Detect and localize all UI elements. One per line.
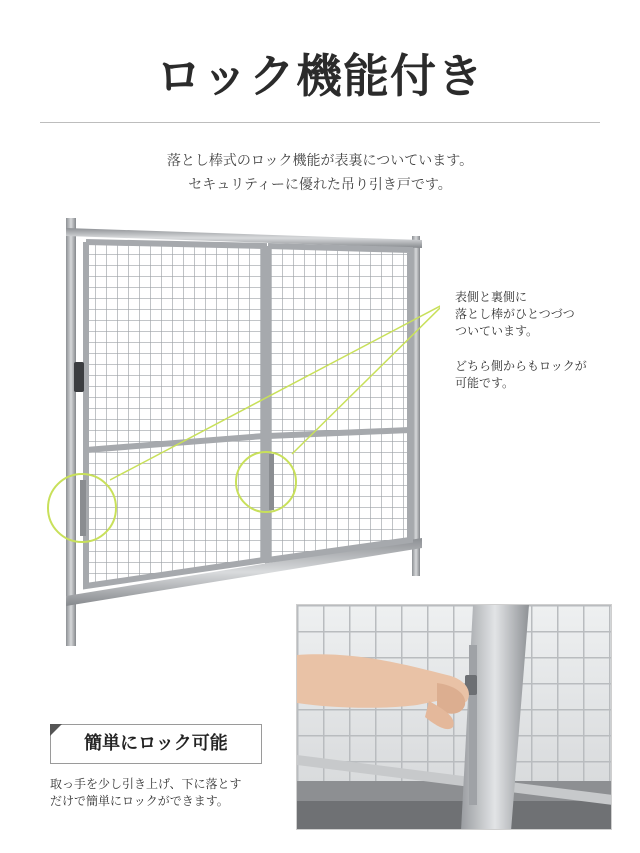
feature-badge [50,724,262,764]
intro-line-1: 落とし棒式のロック機能が表裏についています。 [166,153,474,169]
feature-description [50,776,280,810]
desc-line-1: 取っ手を少し引き上げ、下に落とす [50,777,242,791]
hand-photo [296,604,612,830]
title-divider [40,122,600,123]
desc-line-2: だけで簡単にロックができます。 [50,794,229,808]
left-post [66,218,76,646]
left-door-mesh [86,242,264,586]
callout-line-2: 落とし棒がひとつづつ [455,307,575,321]
drop-rod-center [269,454,274,510]
callout-text [455,289,615,410]
callout-line-5: 可能です。 [455,376,515,390]
intro-line-2: セキュリティーに優れた吊り引き戸です。 [188,177,452,193]
callout-line-3: ついています。 [455,324,539,338]
gate-illustration [40,210,440,655]
right-door-mesh [268,246,410,560]
drop-rod-left [80,480,86,536]
door-handle [74,362,84,392]
intro-text [0,149,640,197]
badge-label: 簡単にロック可能 [84,733,228,754]
page-title: ロック機能付き [155,49,485,103]
callout-line-1: 表側と裏側に [455,290,528,304]
right-post [412,236,420,576]
callout-line-4: どちら側からもロックが [455,359,587,373]
